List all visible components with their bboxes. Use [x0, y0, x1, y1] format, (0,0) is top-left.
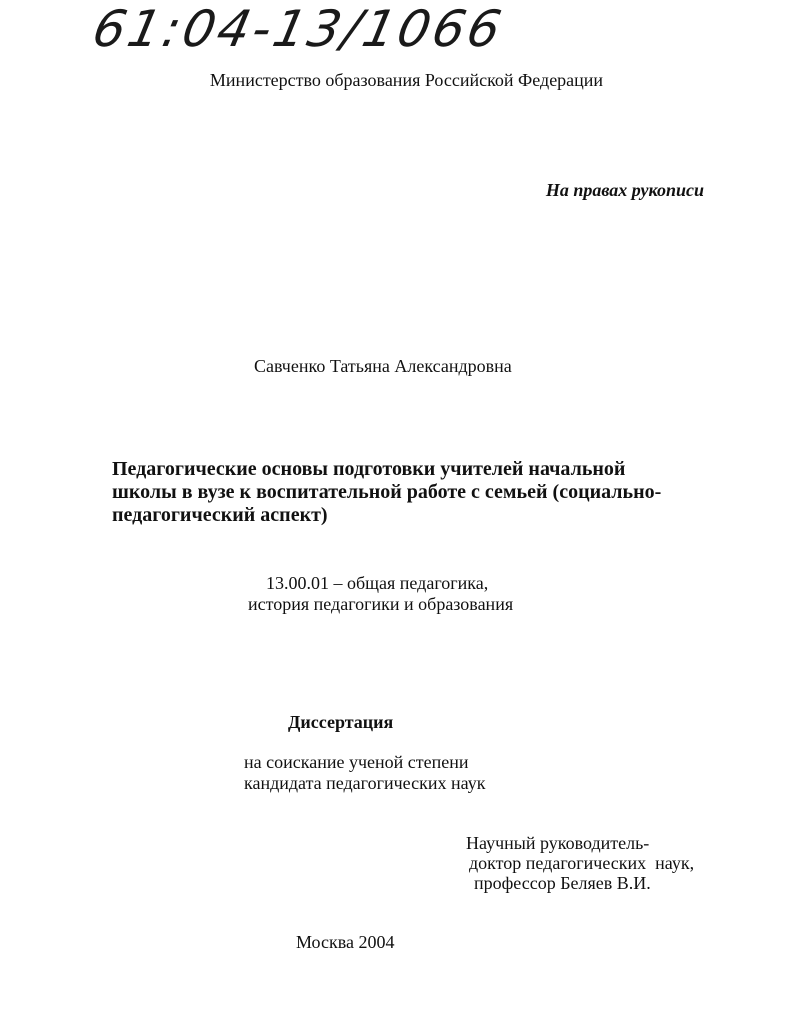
thesis-title-line: Педагогические основы подготовки учителей начальной	[112, 458, 626, 480]
degree-line: на соискание ученой степени	[244, 752, 469, 772]
thesis-title-line: педагогический аспект)	[112, 504, 328, 526]
handwritten-archive-code: 61:04-13/1066	[87, 0, 509, 58]
work-type-heading: Диссертация	[288, 712, 394, 732]
supervisor-line: Научный руководитель-	[466, 833, 650, 853]
degree-line: кандидата педагогических наук	[244, 773, 486, 793]
specialty-code-line: 13.00.01 – общая педагогика,	[266, 573, 489, 593]
supervisor-line: доктор педагогических наук,	[469, 853, 695, 873]
author-name: Савченко Татьяна Александровна	[254, 356, 512, 376]
ministry-heading: Министерство образования Российской Федерации	[209, 70, 604, 90]
specialty-name-line: история педагогики и образования	[248, 594, 514, 614]
thesis-title	[112, 458, 661, 527]
supervisor-line: профессор Беляев В.И.	[474, 873, 651, 893]
city-year: Москва 2004	[296, 932, 395, 952]
thesis-title-line: школы в вузе к воспитательной работе с семьей (социально-	[112, 481, 662, 503]
rights-note: На правах рукописи	[545, 180, 704, 200]
